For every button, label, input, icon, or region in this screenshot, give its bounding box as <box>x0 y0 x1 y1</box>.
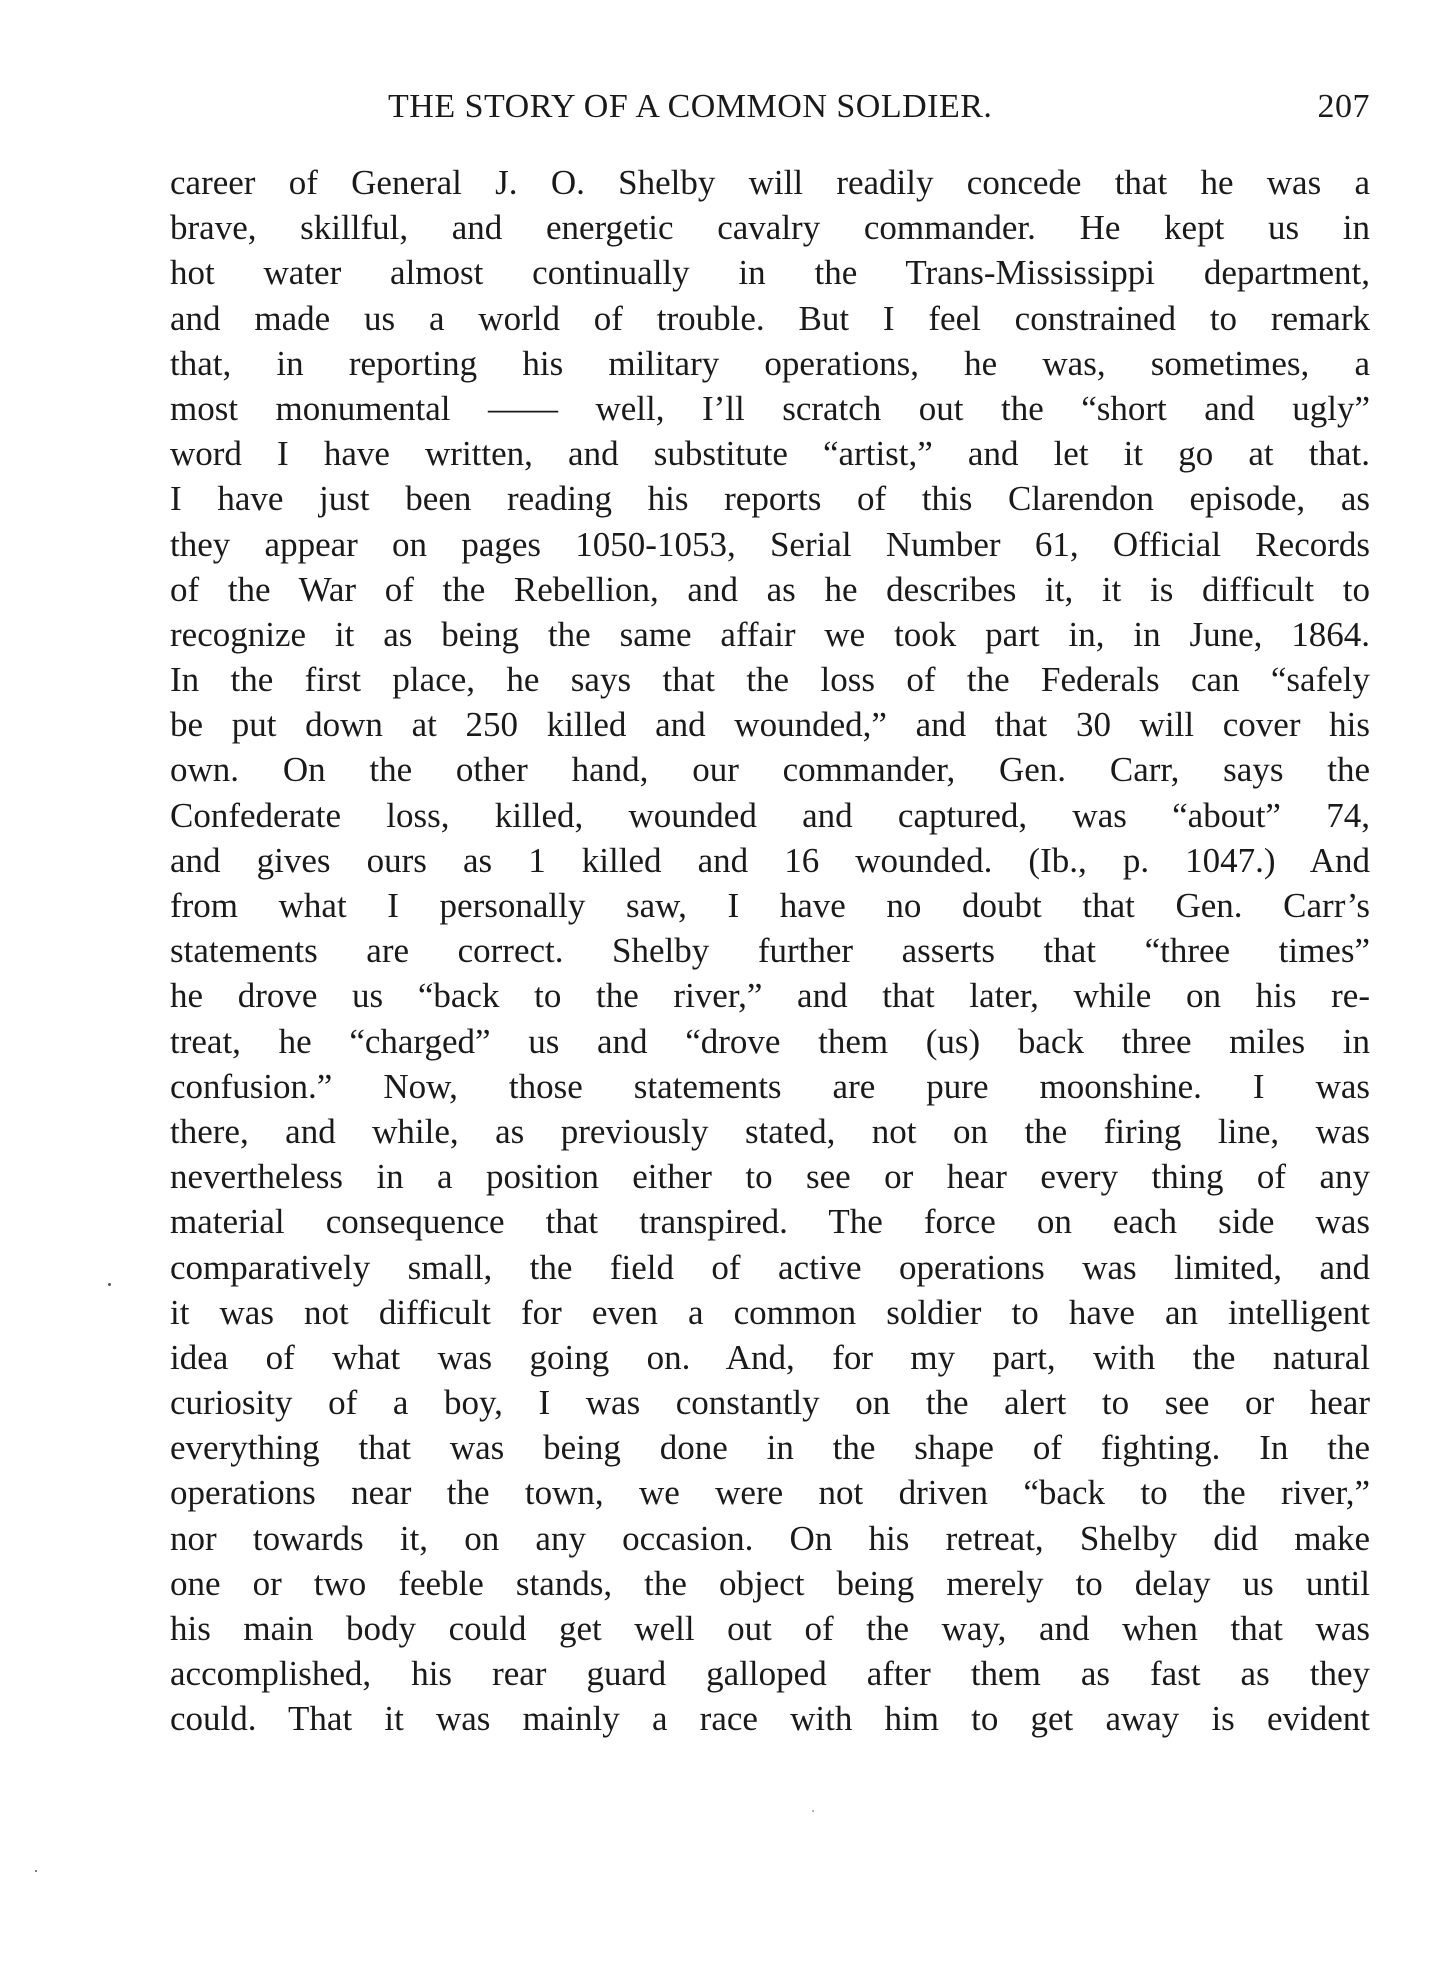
text-line: most monumental —— well, I’ll scratch out the “short and ugly” <box>170 388 1370 428</box>
text-line: that, in reporting his military operations, he was, sometimes, a <box>170 343 1370 383</box>
text-line: it was not difficult for even a common soldier to have an intelligent <box>170 1292 1370 1332</box>
text-line: statements are correct. Shelby further asserts that “three times” <box>170 931 1370 971</box>
running-title: THE STORY OF A COMMON SOLDIER. <box>388 88 993 125</box>
text-line: nevertheless in a position either to see or hear every thing of any <box>170 1157 1370 1197</box>
text-line: everything that was being done in the shape of fighting. In the <box>170 1428 1370 1468</box>
text-line: from what I personally saw, I have no doubt that Gen. Carr’s <box>170 886 1370 925</box>
text-line: career of General J. O. Shelby will readily concede that he was a <box>170 163 1370 202</box>
text-line: comparatively small, the field of active operations was limited, and <box>170 1247 1370 1287</box>
text-line: confusion.” Now, those statements are pure moonshine. I was <box>170 1066 1370 1106</box>
text-line: of the War of the Rebellion, and as he describes it, it is difficult to <box>170 569 1370 609</box>
text-line: brave, skillful, and energetic cavalry commander. He kept us in <box>170 208 1370 248</box>
text-line: there, and while, as previously stated, not on the firing line, was <box>170 1111 1370 1151</box>
text-line: own. On the other hand, our commander, Gen. Carr, says the <box>170 750 1370 790</box>
text-line: they appear on pages 1050-1053, Serial Number 61, Official Records <box>170 524 1370 564</box>
text-line: operations near the town, we were not driven “back to the river,” <box>170 1473 1370 1513</box>
page-number: 207 <box>1317 88 1370 125</box>
text-line: and made us a world of trouble. But I feel constrained to remark <box>170 298 1370 338</box>
text-line: curiosity of a boy, I was constantly on the alert to see or hear <box>170 1383 1370 1423</box>
text-line: In the first place, he says that the loss of the Federals can “safely <box>170 660 1370 700</box>
scan-speck <box>35 1870 37 1872</box>
running-header <box>170 88 1370 138</box>
text-line: be put down at 250 killed and wounded,” and that 30 will cover his <box>170 705 1370 745</box>
text-line: and gives ours as 1 killed and 16 wounded. (Ib., p. 1047.) And <box>170 840 1370 880</box>
text-line: treat, he “charged” us and “drove them (us) back three miles in <box>170 1021 1370 1061</box>
text-line: his main body could get well out of the way, and when that was <box>170 1609 1370 1648</box>
body-paragraph <box>170 160 1370 1742</box>
text-line: could. That it was mainly a race with him to get away is evident <box>170 1699 1370 1739</box>
text-line: I have just been reading his reports of this Clarendon episode, as <box>170 479 1370 519</box>
text-line: he drove us “back to the river,” and that later, while on his re- <box>170 976 1370 1016</box>
scan-speck <box>108 1283 111 1286</box>
text-line: word I have written, and substitute “artist,” and let it go at that. <box>170 434 1370 474</box>
text-line: nor towards it, on any occasion. On his retreat, Shelby did make <box>170 1518 1370 1558</box>
text-line: hot water almost continually in the Trans-Mississippi department, <box>170 253 1370 293</box>
text-line: recognize it as being the same affair we took part in, in June, 1864. <box>170 614 1370 654</box>
scan-speck <box>812 1810 814 1812</box>
text-line: material consequence that transpired. The force on each side was <box>170 1202 1370 1242</box>
text-line: accomplished, his rear guard galloped after them as fast as they <box>170 1654 1370 1694</box>
text-line: idea of what was going on. And, for my part, with the natural <box>170 1337 1370 1377</box>
text-line: Confederate loss, killed, wounded and captured, was “about” 74, <box>170 795 1370 835</box>
text-line: one or two feeble stands, the object being merely to delay us until <box>170 1563 1370 1603</box>
